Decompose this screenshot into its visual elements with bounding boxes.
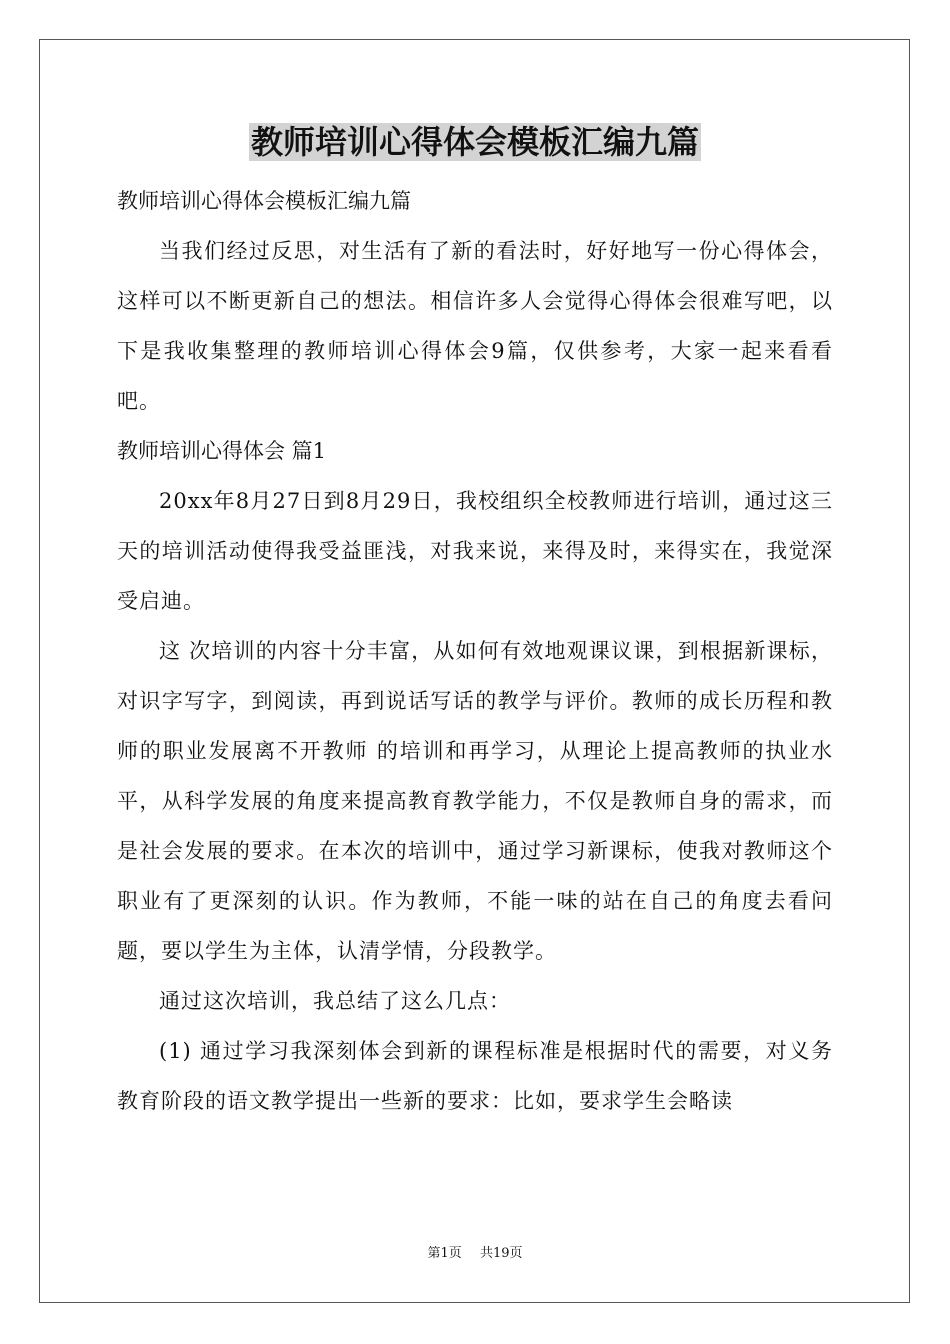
body-paragraph-4: (1) 通过学习我深刻体会到新的课程标准是根据时代的需要，对义务教育阶段的语文教学提出一些新的要求：比如，要求学生会略读 <box>117 1039 833 1113</box>
page-footer <box>0 1245 950 1263</box>
document-title <box>117 120 833 164</box>
page-number-total: 共19页 <box>479 1246 523 1261</box>
intro-paragraph: 当我们经过反思，对生活有了新的看法时，好好地写一份心得体会，这样可以不断更新自己的想法。相信许多人会觉得心得体会很难写吧，以下是我收集整理的教师培训心得体会9篇，仅供参考，大家一起来看看吧。 <box>117 239 833 413</box>
body-paragraph-3: 通过这次培训，我总结了这么几点： <box>159 989 511 1013</box>
document-subtitle: 教师培训心得体会模板汇编九篇 <box>117 189 411 213</box>
document-body <box>117 120 833 1126</box>
body-paragraph-2: 这 次培训的内容十分丰富，从如何有效地观课议课，到根据新课标，对识字写字，到阅读，再到说话写话的教学与评价。教师的成长历程和教师的职业发展离不开教师 的培训和再学习，从理论上提高教师的执业水平，从科学发展的角度来提高教育教学能力，不仅是教师自身的需求，而是社会发展的要求。在本次的培训中，通过学习新课标，使我对教师这个职业有了更深刻的认识。作为教师，不能一味的站在自己的角度去看问题，要以学生为主体，认清学情，分段教学。 <box>117 639 833 963</box>
section-heading: 教师培训心得体会 篇1 <box>117 439 327 463</box>
page-number-current: 第1页 <box>427 1246 462 1261</box>
document-title-text: 教师培训心得体会模板汇编九篇 <box>250 123 699 161</box>
body-paragraph-1: 20xx年8月27日到8月29日，我校组织全校教师进行培训，通过这三天的培训活动使得我受益匪浅，对我来说，来得及时，来得实在，我觉深受启迪。 <box>117 489 833 613</box>
